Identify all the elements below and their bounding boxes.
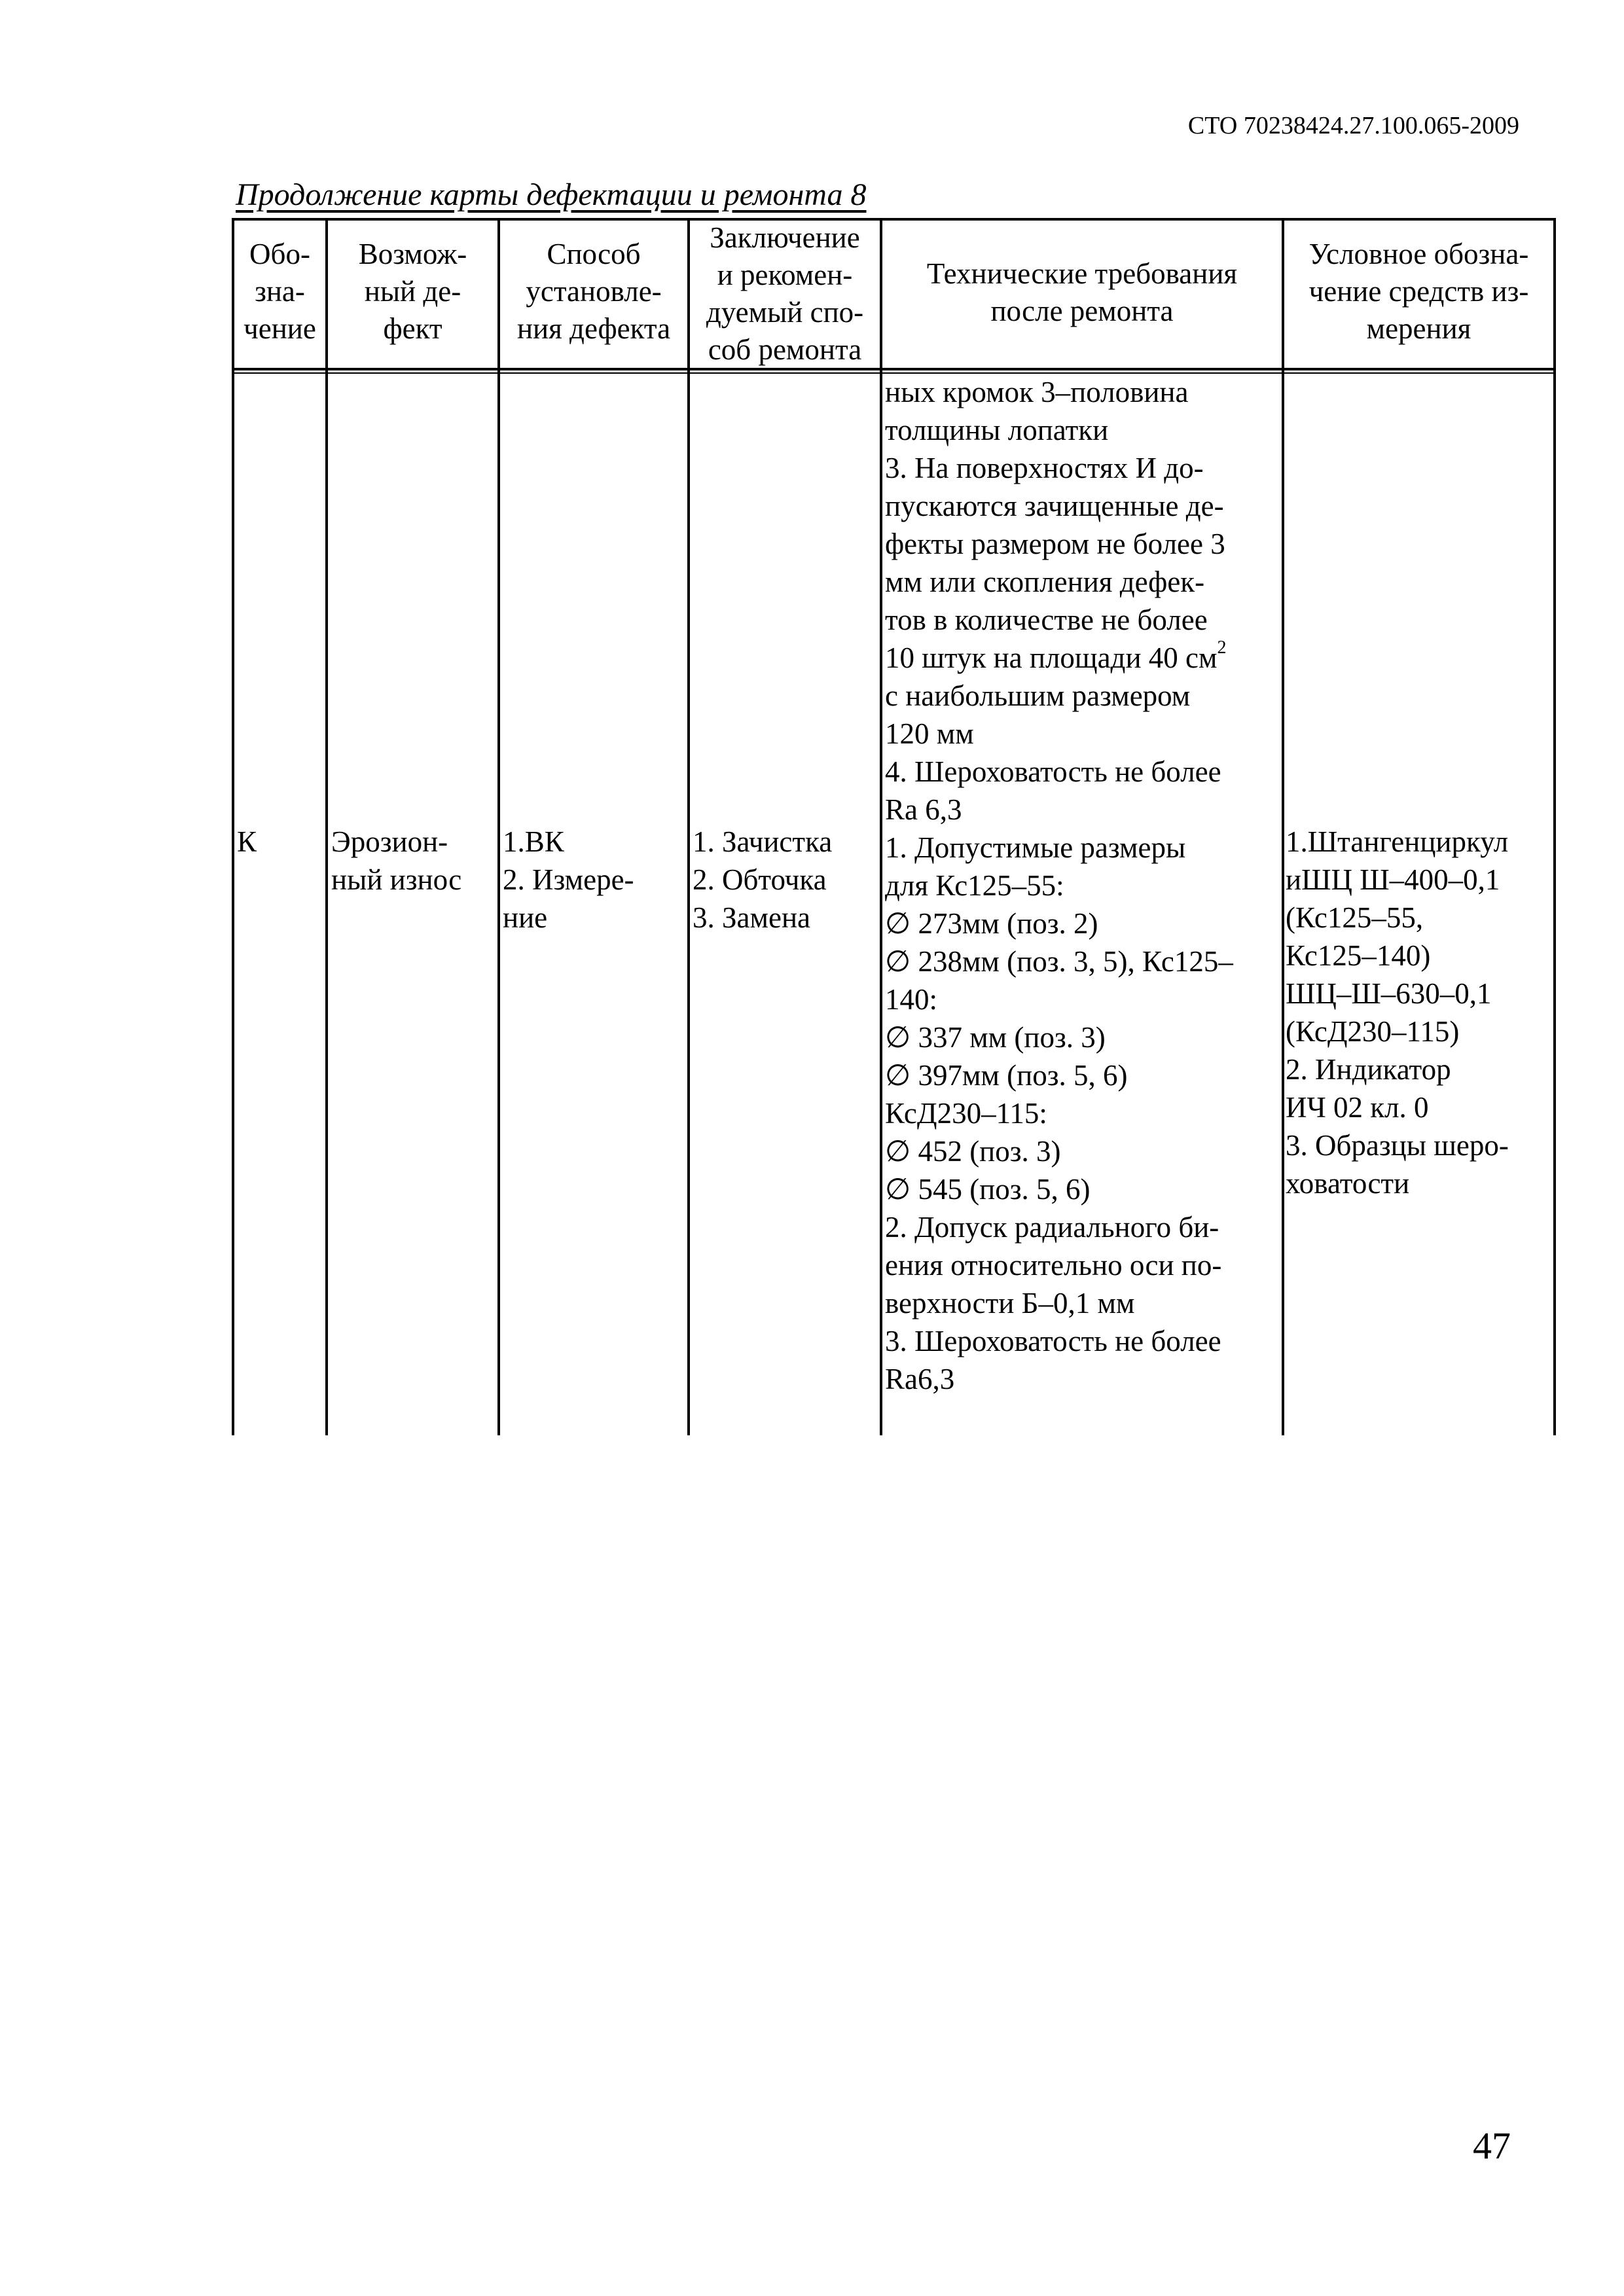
column-divider-5 bbox=[1282, 218, 1284, 1435]
area-line: 10 штук на площади 40 $см^2$ bbox=[885, 637, 1227, 674]
row-conclusion: 1. Зачистка 2. Обточка 3. Замена bbox=[693, 825, 833, 934]
page-number: 47 bbox=[1473, 2125, 1511, 2167]
table-caption bbox=[236, 177, 867, 213]
header-conclusion: Заключение и рекомен- дуемый спо- соб ремонта bbox=[706, 221, 864, 366]
header-possible-defect: Возмож- ный де- фект bbox=[358, 238, 467, 345]
area-superscript: 2 bbox=[1217, 637, 1227, 658]
header-measurement-tools: Условное обозна- чение средств из- мерения bbox=[1308, 238, 1529, 345]
row-measurement-tools: 1.Штангенциркул иШЦ Ш–400–0,1 (Кс125–55, Кс125–140) ШЦ–Ш–630–0,1 (КсД230–115) 2. Индикатор ИЧ 02 кл. 0 3. Образцы шеро- ховатости bbox=[1286, 825, 1509, 1200]
column-divider-2 bbox=[497, 218, 500, 1435]
row-defect: Эрозион- ный износ bbox=[331, 825, 462, 896]
column-divider-1 bbox=[325, 218, 328, 1435]
table-left-border bbox=[232, 218, 234, 1435]
row-detection-method: 1.ВК 2. Измере- ние bbox=[503, 825, 634, 934]
column-divider-3 bbox=[687, 218, 690, 1435]
caption-text: Продолжение карты дефектации и ремонта 8 bbox=[236, 177, 867, 212]
header-detection-method: Способ установле- ния дефекта bbox=[516, 238, 671, 345]
row-technical-requirements: ных кромок 3–половина толщины лопатки 3. На поверхностях И до- пускаются зачищенные де- фекты размером не более 3 мм или скопления дефек- тов в количестве не более 10 штук на площади 40 $см^2$ с наибольшим размером 120 мм 4. Шероховатость не более Ra 6,3 1. Допустимые размеры для Кс125–55: ∅ 273мм (поз. 2) ∅ 238мм (поз. 3, 5), Кс125– 140: ∅ 337 мм (поз. 3) ∅ 397мм (поз. 5, 6) КсД230–115: ∅ 452 (поз. 3) ∅ 545 (поз. 5, 6) 2. Допуск радиального би- ения относительно оси по- верхности Б–0,1 мм 3. Шероховатость не более Ra6,3 bbox=[885, 376, 1233, 1395]
document-code: СТО 70238424.27.100.065-2009 bbox=[1187, 112, 1519, 139]
column-divider-4 bbox=[880, 218, 882, 1435]
header-technical-requirements: Технические требования после ремонта bbox=[926, 257, 1238, 327]
row-designation: К bbox=[237, 825, 257, 858]
table-top-border bbox=[232, 218, 1556, 221]
header-bottom-border bbox=[232, 368, 1556, 370]
header-designation: Обо- зна- чение bbox=[244, 238, 316, 345]
table-right-border bbox=[1553, 218, 1556, 1435]
